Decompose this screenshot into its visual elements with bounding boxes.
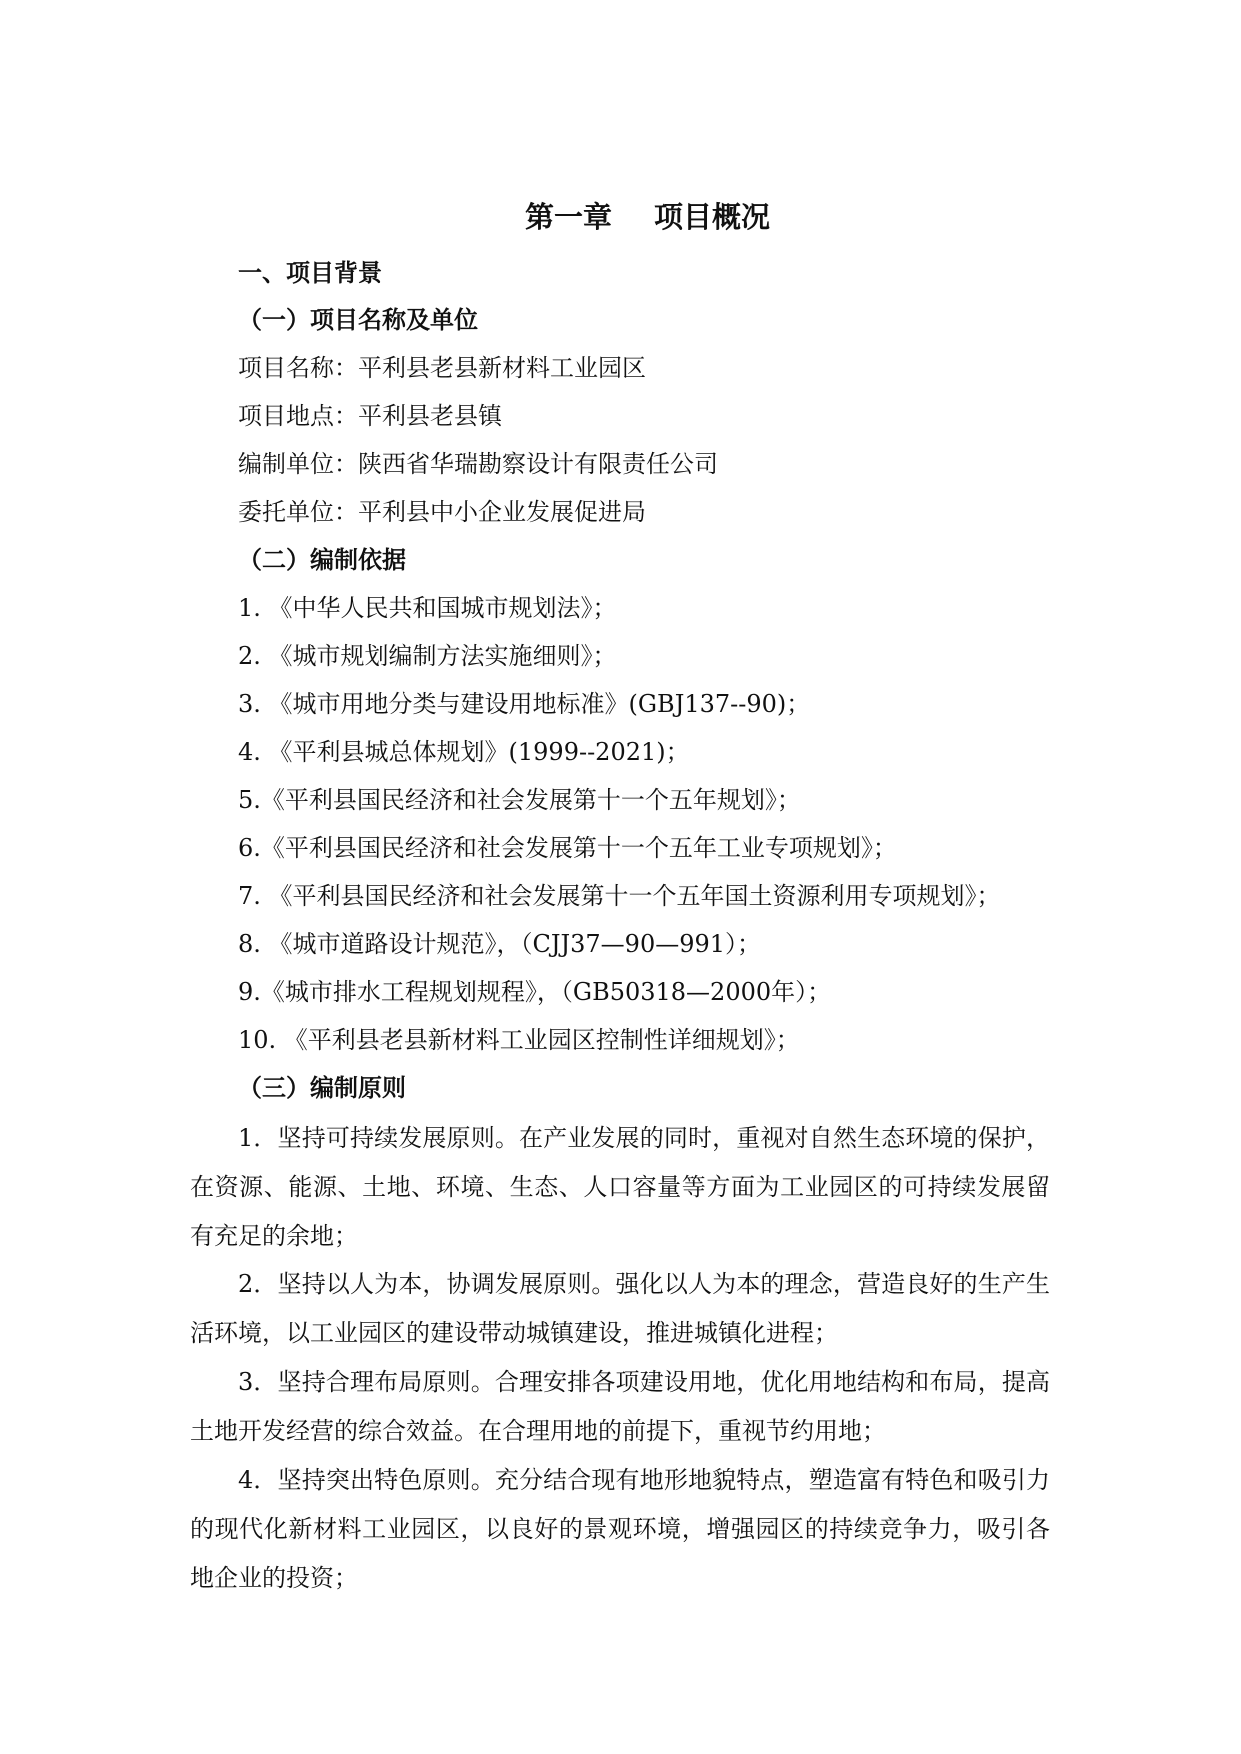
field-label: 项目名称：: [238, 354, 358, 382]
basis-item-6: 6.《平利县国民经济和社会发展第十一个五年工业专项规划》；: [238, 834, 897, 862]
subsection-heading-3: （三）编制原则: [238, 1074, 406, 1102]
principle-paragraph-2: 2．坚持以人为本，协调发展原则。强化以人为本的理念，营造良好的生产生活环境，以工业园区的建设带动城镇建设，推进城镇化进程；: [190, 1270, 1050, 1347]
basis-item-7: 7. 《平利县国民经济和社会发展第十一个五年国土资源利用专项规划》；: [238, 882, 1001, 910]
subsection-heading-1: （一）项目名称及单位: [238, 306, 478, 334]
project-name-line: [238, 353, 646, 383]
field-value: 平利县老县镇: [358, 402, 502, 430]
principle-paragraph-4: 4．坚持突出特色原则。充分结合现有地形地貌特点，塑造富有特色和吸引力的现代化新材料工业园区，以良好的景观环境，增强园区的持续竞争力，吸引各地企业的投资；: [190, 1466, 1050, 1592]
field-label: 项目地点：: [238, 402, 358, 430]
subsection-heading-2: （二）编制依据: [238, 546, 406, 574]
basis-item-1: 1. 《中华人民共和国城市规划法》；: [238, 594, 617, 622]
basis-item-5: 5.《平利县国民经济和社会发展第十一个五年规划》；: [238, 786, 801, 814]
principle-paragraph-1: 1．坚持可持续发展原则。在产业发展的同时，重视对自然生态环境的保护，在资源、能源、土地、环境、生态、人口容量等方面为工业园区的可持续发展留有充足的余地；: [190, 1124, 1050, 1250]
compiler-line: [238, 449, 718, 479]
basis-item-9: 9.《城市排水工程规划规程》，（GB50318—2000年）；: [238, 978, 832, 1006]
section-heading: 一、项目背景: [238, 259, 382, 287]
project-location-line: [238, 401, 502, 431]
client-line: [238, 497, 646, 527]
basis-item-10: 10. 《平利县老县新材料工业园区控制性详细规划》；: [238, 1026, 800, 1054]
field-value: 平利县老县新材料工业园区: [358, 354, 646, 382]
field-label: 委托单位：: [238, 498, 358, 526]
principle-paragraph-3: 3．坚持合理布局原则。合理安排各项建设用地，优化用地结构和布局，提高土地开发经营的综合效益。在合理用地的前提下，重视节约用地；: [190, 1368, 1050, 1445]
basis-item-4: 4. 《平利县城总体规划》(1999--2021)；: [238, 738, 690, 766]
field-label: 编制单位：: [238, 450, 358, 478]
basis-item-8: 8. 《城市道路设计规范》，（CJJ37—90—991）；: [238, 930, 762, 958]
basis-item-3: 3. 《城市用地分类与建设用地标准》(GBJ137--90)；: [238, 690, 811, 718]
chapter-name: 项目概况: [654, 200, 771, 234]
chapter-title: [525, 199, 770, 235]
field-value: 平利县中小企业发展促进局: [358, 498, 646, 526]
chapter-number: 第一章: [525, 200, 613, 234]
basis-item-2: 2. 《城市规划编制方法实施细则》；: [238, 642, 617, 670]
field-value: 陕西省华瑞勘察设计有限责任公司: [358, 450, 718, 478]
